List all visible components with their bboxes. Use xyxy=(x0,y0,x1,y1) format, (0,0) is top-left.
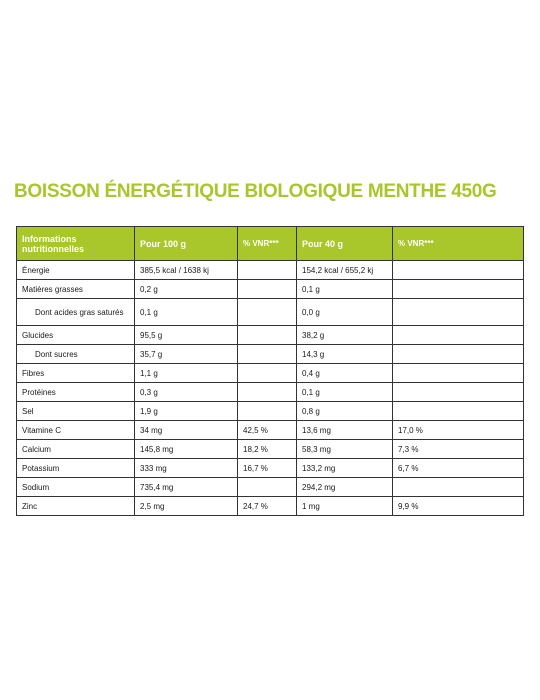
table-row xyxy=(17,478,524,497)
cell-vnr-40g xyxy=(393,261,524,280)
cell-per-100g: 385,5 kcal / 1638 kj xyxy=(135,261,238,280)
cell-vnr-100g xyxy=(238,261,297,280)
cell-per-40g: 14,3 g xyxy=(297,345,393,364)
table-header xyxy=(17,227,524,261)
row-label: Fibres xyxy=(17,364,135,383)
cell-per-100g: 735,4 mg xyxy=(135,478,238,497)
cell-vnr-40g xyxy=(393,326,524,345)
table-row xyxy=(17,459,524,478)
cell-vnr-40g xyxy=(393,478,524,497)
table-row xyxy=(17,364,524,383)
cell-per-40g: 13,6 mg xyxy=(297,421,393,440)
row-label: Sel xyxy=(17,402,135,421)
table-row xyxy=(17,497,524,516)
cell-vnr-40g xyxy=(393,383,524,402)
cell-vnr-100g: 16,7 % xyxy=(238,459,297,478)
row-label: Protéines xyxy=(17,383,135,402)
cell-vnr-100g: 42,5 % xyxy=(238,421,297,440)
cell-per-100g: 2,5 mg xyxy=(135,497,238,516)
cell-per-40g: 0,4 g xyxy=(297,364,393,383)
cell-per-100g: 145,8 mg xyxy=(135,440,238,459)
cell-vnr-100g: 18,2 % xyxy=(238,440,297,459)
header-row xyxy=(17,227,524,261)
row-label: Vitamine C xyxy=(17,421,135,440)
header-per-40g: Pour 40 g xyxy=(297,227,393,261)
cell-per-100g: 95,5 g xyxy=(135,326,238,345)
cell-per-40g: 0,1 g xyxy=(297,383,393,402)
cell-per-40g: 0,0 g xyxy=(297,299,393,326)
table-row xyxy=(17,402,524,421)
table-row xyxy=(17,440,524,459)
cell-vnr-40g xyxy=(393,299,524,326)
cell-vnr-40g: 17,0 % xyxy=(393,421,524,440)
cell-vnr-40g xyxy=(393,280,524,299)
cell-per-100g: 35,7 g xyxy=(135,345,238,364)
cell-vnr-40g xyxy=(393,345,524,364)
cell-per-100g: 333 mg xyxy=(135,459,238,478)
cell-per-40g: 294,2 mg xyxy=(297,478,393,497)
row-label: Sodium xyxy=(17,478,135,497)
cell-per-40g: 1 mg xyxy=(297,497,393,516)
row-label: Calcium xyxy=(17,440,135,459)
header-vnr-40g: % VNR*** xyxy=(393,227,524,261)
header-per-100g: Pour 100 g xyxy=(135,227,238,261)
cell-vnr-100g xyxy=(238,402,297,421)
cell-per-40g: 58,3 mg xyxy=(297,440,393,459)
cell-vnr-40g xyxy=(393,364,524,383)
cell-per-100g: 34 mg xyxy=(135,421,238,440)
cell-per-100g: 0,3 g xyxy=(135,383,238,402)
cell-per-100g: 0,2 g xyxy=(135,280,238,299)
cell-per-40g: 38,2 g xyxy=(297,326,393,345)
header-vnr-100g: % VNR*** xyxy=(238,227,297,261)
nutrition-table xyxy=(16,226,524,516)
row-label: Énergie xyxy=(17,261,135,280)
cell-per-40g: 0,8 g xyxy=(297,402,393,421)
cell-vnr-40g: 9,9 % xyxy=(393,497,524,516)
cell-vnr-100g: 24,7 % xyxy=(238,497,297,516)
row-label: Matières grasses xyxy=(17,280,135,299)
cell-vnr-100g xyxy=(238,364,297,383)
table-row xyxy=(17,345,524,364)
cell-per-40g: 154,2 kcal / 655,2 kj xyxy=(297,261,393,280)
cell-vnr-100g xyxy=(238,326,297,345)
cell-vnr-100g xyxy=(238,478,297,497)
cell-vnr-100g xyxy=(238,383,297,402)
row-label: Zinc xyxy=(17,497,135,516)
cell-vnr-100g xyxy=(238,299,297,326)
table-row xyxy=(17,421,524,440)
table-row xyxy=(17,299,524,326)
header-nutrition-info: Informations nutritionnelles xyxy=(17,227,135,261)
row-label: Dont acides gras saturés xyxy=(17,299,135,326)
cell-per-40g: 0,1 g xyxy=(297,280,393,299)
cell-vnr-100g xyxy=(238,345,297,364)
cell-vnr-40g: 6,7 % xyxy=(393,459,524,478)
cell-per-100g: 0,1 g xyxy=(135,299,238,326)
table-row xyxy=(17,383,524,402)
cell-vnr-40g xyxy=(393,402,524,421)
table-row xyxy=(17,261,524,280)
cell-vnr-100g xyxy=(238,280,297,299)
table-row xyxy=(17,280,524,299)
table-body xyxy=(17,261,524,516)
row-label: Glucides xyxy=(17,326,135,345)
cell-per-40g: 133,2 mg xyxy=(297,459,393,478)
page-title: BOISSON ÉNERGÉTIQUE BIOLOGIQUE MENTHE 450G xyxy=(14,181,497,202)
row-label: Potassium xyxy=(17,459,135,478)
cell-vnr-40g: 7,3 % xyxy=(393,440,524,459)
row-label: Dont sucres xyxy=(17,345,135,364)
table-row xyxy=(17,326,524,345)
cell-per-100g: 1,9 g xyxy=(135,402,238,421)
cell-per-100g: 1,1 g xyxy=(135,364,238,383)
